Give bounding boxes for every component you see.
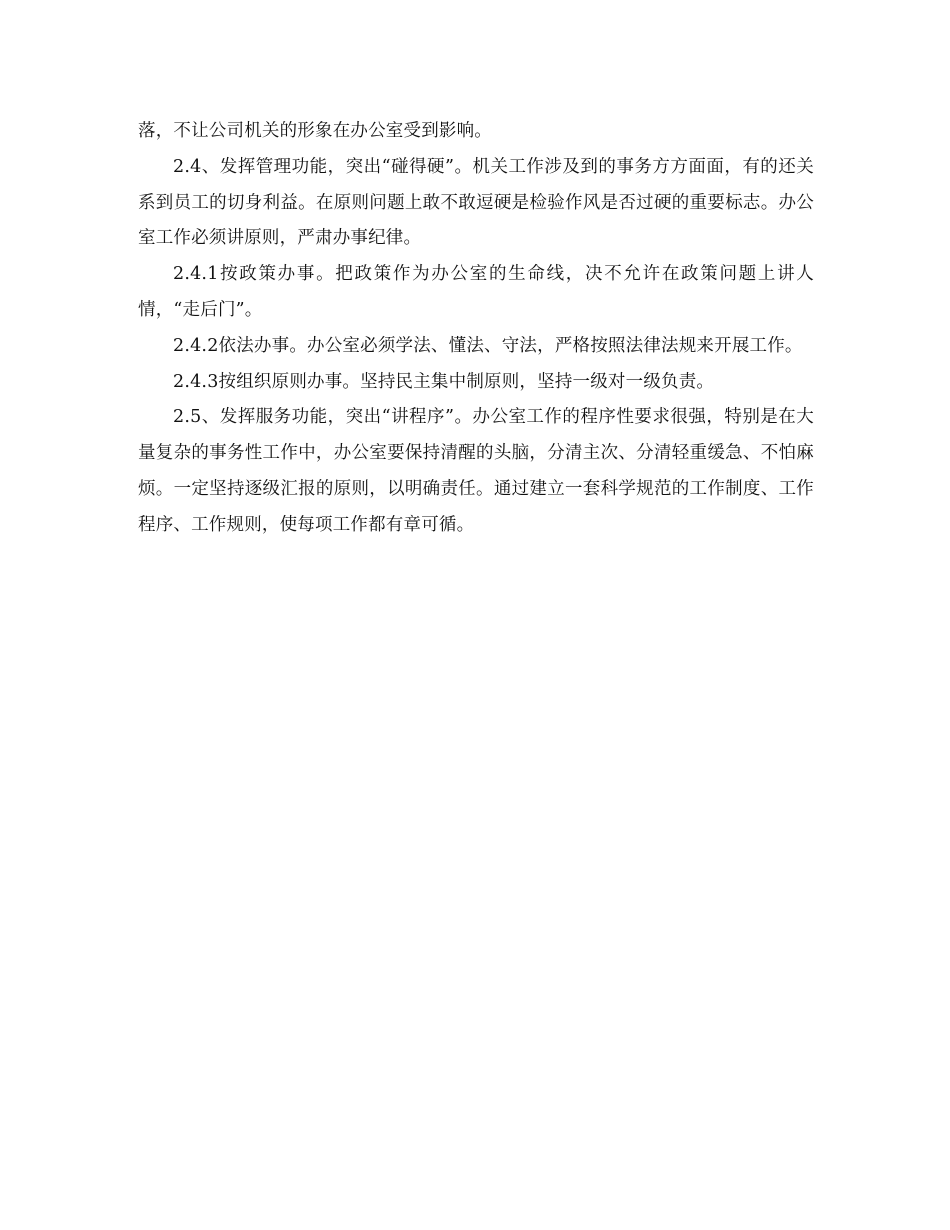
paragraph-2-4-2: 2.4.2依法办事。办公室必须学法、懂法、守法，严格按照法律法规来开展工作。 (173, 335, 803, 356)
paragraph-2-4-1: 2.4.1按政策办事。把政策作为办公室的生命线，决不允许在政策问题上讲人情，“走后门”。 (138, 264, 814, 320)
document-body (138, 114, 814, 544)
paragraph-2-4-3: 2.4.3按组织原则办事。坚持民主集中制原则，坚持一级对一级负责。 (173, 371, 715, 392)
paragraph-2-4: 2.4、发挥管理功能，突出“碰得硬”。机关工作涉及到的事务方方面面，有的还关系到员工的切身利益。在原则问题上敢不敢逗硬是检验作风是否过硬的重要标志。办公室工作必须讲原则，严肃办事纪律。 (138, 156, 814, 249)
paragraph-2-5: 2.5、发挥服务功能，突出“讲程序”。办公室工作的程序性要求很强，特别是在大量复杂的事务性工作中，办公室要保持清醒的头脑，分清主次、分清轻重缓急、不怕麻烦。一定坚持逐级汇报的原则，以明确责任。通过建立一套科学规范的工作制度、工作程序、工作规则，使每项工作都有章可循。 (138, 407, 814, 535)
paragraph-continuation: 落，不让公司机关的形象在办公室受到影响。 (138, 121, 492, 141)
